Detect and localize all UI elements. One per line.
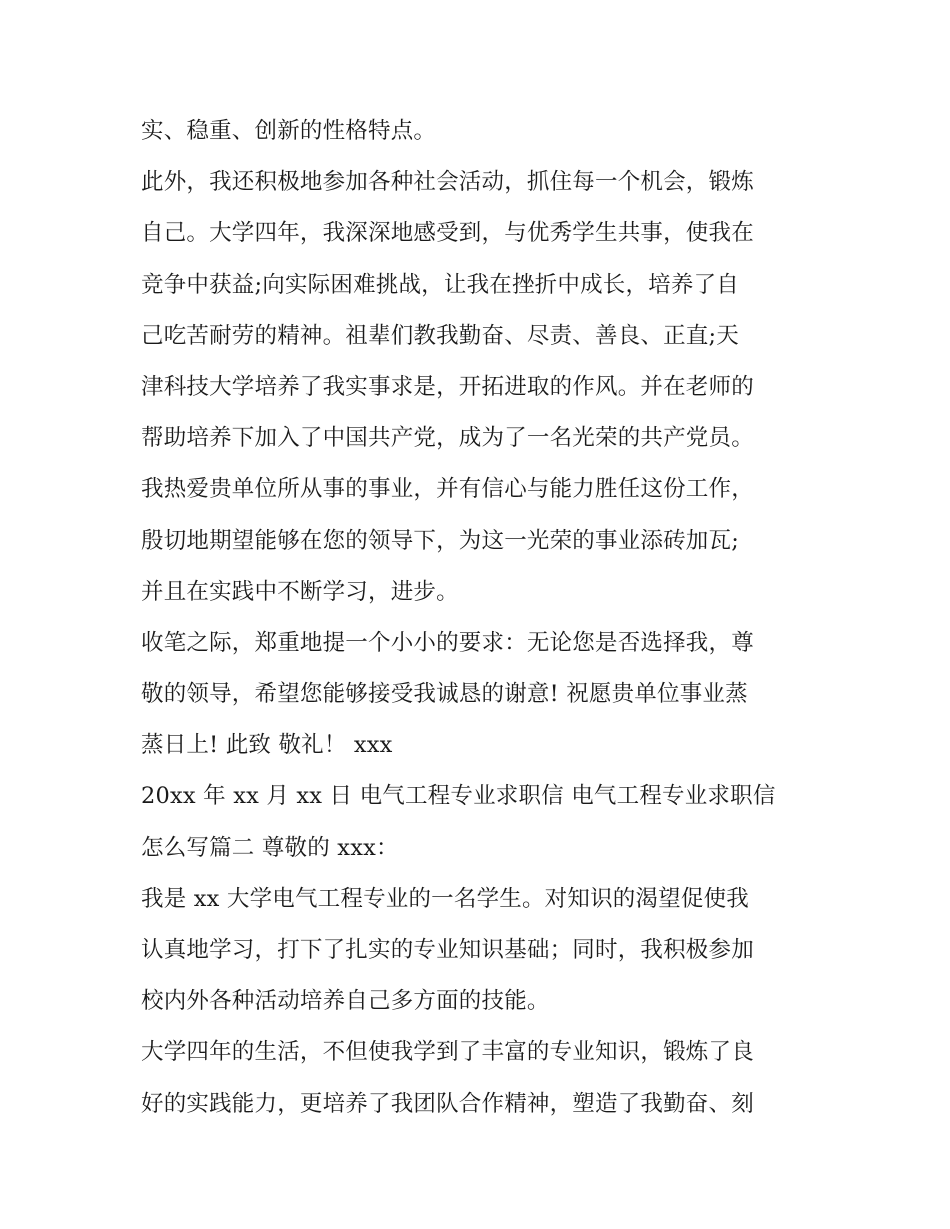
text-line: 津科技大学培养了我实事求是，开拓进取的作风。并在老师的 xyxy=(141,373,754,400)
text-line: 大学四年的生活，不但使我学到了丰富的专业知识，锻炼了良 xyxy=(141,1039,754,1066)
text-line: 自己。大学四年，我深深地感受到，与优秀学生共事，使我在 xyxy=(141,220,754,247)
text-line: 校内外各种活动培养自己多方面的技能。 xyxy=(141,988,550,1015)
text-line: 实、稳重、创新的性格特点。 xyxy=(141,118,437,144)
text-line: 殷切地期望能够在您的领导下，为这一光荣的事业添砖加瓦; xyxy=(141,527,739,554)
text-line: 竞争中获益;向实际困难挑战，让我在挫折中成长，培养了自 xyxy=(141,271,739,298)
text-line: 好的实践能力，更培养了我团队合作精神，塑造了我勤奋、刻 xyxy=(141,1090,754,1117)
text-line: 并且在实践中不断学习，进步。 xyxy=(141,578,459,605)
text-line: 此外，我还积极地参加各种社会活动，抓住每一个机会，锻炼 xyxy=(141,169,754,196)
text-line: 我热爱贵单位所从事的事业，并有信心与能力胜任这份工作， xyxy=(141,476,754,503)
text-line: 我是 xx 大学电气工程专业的一名学生。对知识的渴望促使我 xyxy=(141,885,749,912)
text-line: 蒸日上! 此致 敬礼！ xxx xyxy=(141,732,393,759)
text-line: 收笔之际，郑重地提一个小小的要求：无论您是否选择我，尊 xyxy=(141,629,754,656)
text-line: 认真地学习，打下了扎实的专业知识基础；同时，我积极参加 xyxy=(141,937,754,963)
text-line: 帮助培养下加入了中国共产党，成为了一名光荣的共产党员。 xyxy=(141,425,754,452)
text-line: 己吃苦耐劳的精神。祖辈们教我勤奋、尽责、善良、正直;天 xyxy=(141,322,739,349)
text-line: 怎么写篇二 尊敬的 xxx： xyxy=(141,834,399,861)
text-line: 20xx 年 xx 月 xx 日 电气工程专业求职信 电气工程专业求职信 xyxy=(141,783,776,810)
text-line: 敬的领导，希望您能够接受我诚恳的谢意! 祝愿贵单位事业蒸 xyxy=(141,681,748,708)
document-body-text xyxy=(141,106,821,1130)
